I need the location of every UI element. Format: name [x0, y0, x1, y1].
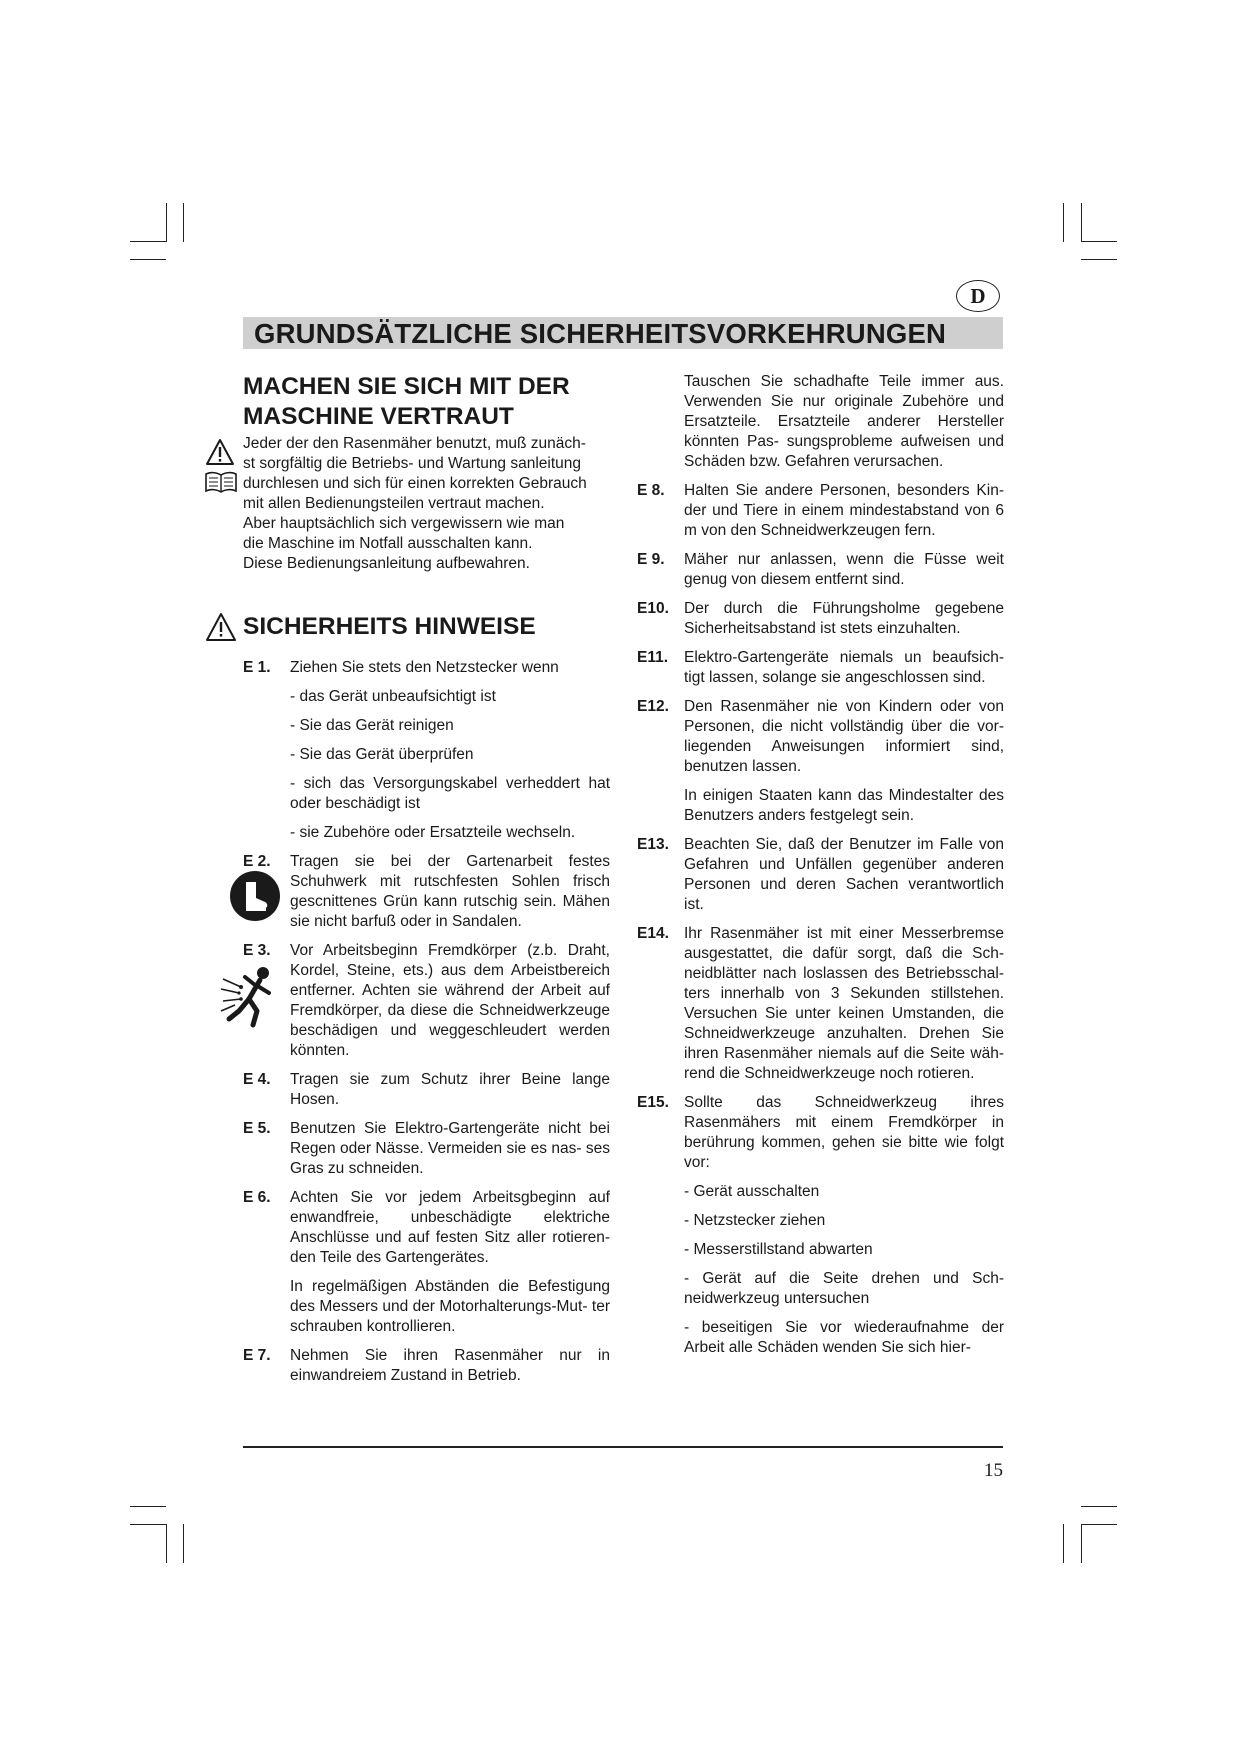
- intro-line: mit allen Bedienungsteilen vertraut machen.: [243, 495, 545, 512]
- footer-divider: [243, 1446, 1003, 1448]
- crop-mark: [183, 203, 184, 242]
- safety-list-left: [243, 658, 610, 1386]
- intro-line: st sorgfältig die Betriebs- und Wartung sanleitung: [243, 455, 582, 472]
- safety-item-e13: [637, 835, 1004, 915]
- list-item: - das Gerät unbeaufsichtigt ist: [290, 688, 496, 705]
- crop-mark: [166, 203, 167, 242]
- safety-item-e2: [243, 852, 610, 932]
- crop-mark: [1081, 203, 1082, 242]
- item-code: E 5.: [243, 1120, 271, 1137]
- safety-item-e14: [637, 924, 1004, 1084]
- item-code: E 6.: [243, 1189, 271, 1206]
- item-body: [290, 658, 610, 843]
- bullet-list: [290, 687, 610, 843]
- item-code: E 8.: [637, 482, 665, 499]
- list-item: - Sie das Gerät überprüfen: [290, 746, 474, 763]
- crop-mark: [1081, 1524, 1117, 1525]
- intro-title-line2: MASCHINE VERTRAUT: [243, 403, 514, 430]
- item-text: Nehmen Sie ihren Rasenmäher nur in einwandreiem Zustand in Betrieb.: [290, 1347, 610, 1384]
- list-item: - beseitigen Sie vor wiederaufnahme der Arbeit alle Schäden wenden Sie sich hier-: [684, 1319, 1004, 1356]
- list-item: - sich das Versorgungskabel verheddert hat oder beschädigt ist: [290, 775, 610, 812]
- item-code: E 2.: [243, 853, 271, 870]
- safety-heading: [243, 610, 610, 646]
- item-text: Beachten Sie, daß der Benutzer im Falle von Gefahren und Unfällen gegenüber anderen Personen und deren Sachen verantwortlich ist.: [684, 836, 1004, 913]
- item-text: Vor Arbeitsbeginn Fremdkörper (z.b. Draht, Kordel, Steine, ets.) aus dem Arbeistbereich entferner. Achten sie während der Arbeit auf Fremdkörper, da diese die Schneidwerkzeuge beschädigen und weggeschleudert werden könnten.: [290, 942, 610, 1059]
- safety-title: SICHERHEITS HINWEISE: [243, 613, 536, 640]
- manual-book-icon: [204, 470, 238, 494]
- safety-item-e4: [243, 1070, 610, 1110]
- item-text: Halten Sie andere Personen, besonders Kin- der und Tiere in einem mindestabstand von 6 m von den Schneidwerkzeugen fern.: [684, 482, 1004, 539]
- item-text: Ziehen Sie stets den Netzstecker wenn: [290, 659, 559, 676]
- intro-block: [243, 434, 610, 574]
- crop-mark: [1081, 1524, 1082, 1563]
- intro-title: [243, 372, 610, 432]
- safety-item-e12: [637, 697, 1004, 826]
- item-text: Der durch die Führungsholme gegebene Sicherheitsabstand ist stets einzuhalten.: [684, 600, 1004, 637]
- crop-mark: [1081, 241, 1117, 242]
- safety-item-e8: [637, 481, 1004, 541]
- bullet-list: [684, 1182, 1004, 1358]
- e7-continuation: Tauschen Sie schadhafte Teile immer aus. Verwenden Sie nur originale Zubehöre und Ersatzteile. Ersatzteile anderer Hersteller könnten Pas- sungsprobleme aufweisen und Schäden bzw. Gefahren verursachen.: [684, 373, 1004, 470]
- boot-icon: [229, 870, 281, 922]
- item-code: E 9.: [637, 551, 665, 568]
- crop-mark: [1063, 1524, 1064, 1563]
- item-code: E10.: [637, 600, 669, 617]
- intro-line: Diese Bedienungsanleitung aufbewahren.: [243, 555, 530, 572]
- intro-line: Jeder der den Rasenmäher benutzt, muß zunäch-: [243, 435, 586, 452]
- item-text: In einigen Staaten kann das Mindestalter des Benutzers anders festgelegt sein.: [684, 787, 1004, 824]
- warning-icon: [205, 612, 237, 642]
- page-title: GRUNDSÄTZLICHE SICHERHEITSVORKEHRUNGEN: [243, 317, 1003, 349]
- safety-item-e7: [243, 1346, 610, 1386]
- item-code: E13.: [637, 836, 669, 853]
- item-body: [290, 1188, 610, 1337]
- item-code: E 4.: [243, 1071, 271, 1088]
- item-code: E 7.: [243, 1347, 271, 1364]
- item-text: Ihr Rasenmäher ist mit einer Messerbremse ausgestattet, die dafür sorgt, daß die Sch- neidblätter nach loslassen des Betriebsschal- ters innerhalb von 3 Sekunden stillstehen. Versuchen Sie unter keinen Umstanden, die Schneidwerkzeuge anzuhalten. Drehen Sie ihren Rasenmäher niemals auf die Seite wäh- rend die Schneidwerkzeuge noch rotieren.: [684, 925, 1004, 1082]
- item-code: E11.: [637, 649, 669, 666]
- item-text: Tragen sie bei der Gartenarbeit festes Schuhwerk mit rutschfesten Sohlen frisch gescnittenes Grün kann rutschig sein. Mähen sie nicht barfuß oder in Sandalen.: [290, 853, 610, 930]
- item-code: E15.: [637, 1094, 669, 1111]
- list-item: - Sie das Gerät reinigen: [290, 717, 454, 734]
- item-text: Elektro-Gartengeräte niemals un beaufsich- tigt lassen, solange sie angeschlossen sind.: [684, 649, 1004, 686]
- item-text: Benutzen Sie Elektro-Gartengeräte nicht bei Regen oder Nässe. Vermeiden sie es nas- ses Gras zu schneiden.: [290, 1120, 610, 1177]
- safety-item-e1: [243, 658, 610, 843]
- item-code: E 3.: [243, 942, 271, 959]
- item-text: Achten Sie vor jedem Arbeitsgbeginn auf enwandfreie, unbeschädigte elektriche Anschlüsse und auf festen Sitz aller rotieren- den Teile des Gartengerätes.: [290, 1189, 610, 1266]
- safety-item-e9: [637, 550, 1004, 590]
- warning-icon: [205, 438, 235, 466]
- item-text: Mäher nur anlassen, wenn die Füsse weit genug von diesem entfernt sind.: [684, 551, 1004, 588]
- intro-line: durchlesen und sich für einen korrekten Gebrauch: [243, 475, 587, 492]
- intro-paragraph: [243, 434, 610, 574]
- language-badge: D: [956, 280, 1000, 312]
- left-column: [243, 372, 610, 1386]
- item-body: [684, 697, 1004, 826]
- safety-item-e10: [637, 599, 1004, 639]
- list-item: - Gerät auf die Seite drehen und Sch- neidwerkzeug untersuchen: [684, 1270, 1004, 1307]
- list-item: - Gerät ausschalten: [684, 1183, 820, 1200]
- item-code: E14.: [637, 925, 669, 942]
- intro-line: Aber hauptsächlich sich vergewissern wie man: [243, 515, 565, 532]
- crop-mark: [1063, 203, 1064, 242]
- item-code: E 1.: [243, 659, 271, 676]
- crop-mark: [130, 1506, 166, 1507]
- right-column: [637, 372, 1004, 1358]
- item-text: Sollte das Schneidwerkzeug ihres Rasenmähers mit einem Fremdkörper in berührung kommen, gehen sie bitte wie folgt vor:: [684, 1094, 1004, 1171]
- list-item: - Netzstecker ziehen: [684, 1212, 826, 1229]
- safety-item-e15: [637, 1093, 1004, 1358]
- intro-line: die Maschine im Notfall ausschalten kann.: [243, 535, 533, 552]
- item-text: Den Rasenmäher nie von Kindern oder von Personen, die nicht vollständig über die vor- liegenden Anweisungen informiert sind, benutzen lassen.: [684, 698, 1004, 775]
- intro-title-line1: MACHEN SIE SICH MIT DER: [243, 373, 570, 400]
- safety-item-e3: [243, 941, 610, 1061]
- safety-item-e11: [637, 648, 1004, 688]
- crop-mark: [130, 259, 166, 260]
- thrown-object-hazard-icon: [219, 963, 281, 1029]
- item-body: [684, 1093, 1004, 1358]
- safety-item-e6: [243, 1188, 610, 1337]
- crop-mark: [166, 1524, 167, 1563]
- list-item: - sie Zubehöre oder Ersatzteile wechseln.: [290, 824, 576, 841]
- page-number: 15: [984, 1460, 1003, 1481]
- crop-mark: [1081, 259, 1117, 260]
- list-item: - Messerstillstand abwarten: [684, 1241, 873, 1258]
- crop-mark: [130, 1524, 166, 1525]
- item-code: E12.: [637, 698, 669, 715]
- safety-item-e5: [243, 1119, 610, 1179]
- item-text: Tragen sie zum Schutz ihrer Beine lange Hosen.: [290, 1071, 610, 1108]
- crop-mark: [183, 1524, 184, 1563]
- item-text: In regelmäßigen Abständen die Befestigung des Messers und der Motorhalterungs-Mut- ter schrauben kontrollieren.: [290, 1278, 610, 1335]
- crop-mark: [1081, 1506, 1117, 1507]
- crop-mark: [130, 241, 166, 242]
- safety-list-right: [637, 481, 1004, 1358]
